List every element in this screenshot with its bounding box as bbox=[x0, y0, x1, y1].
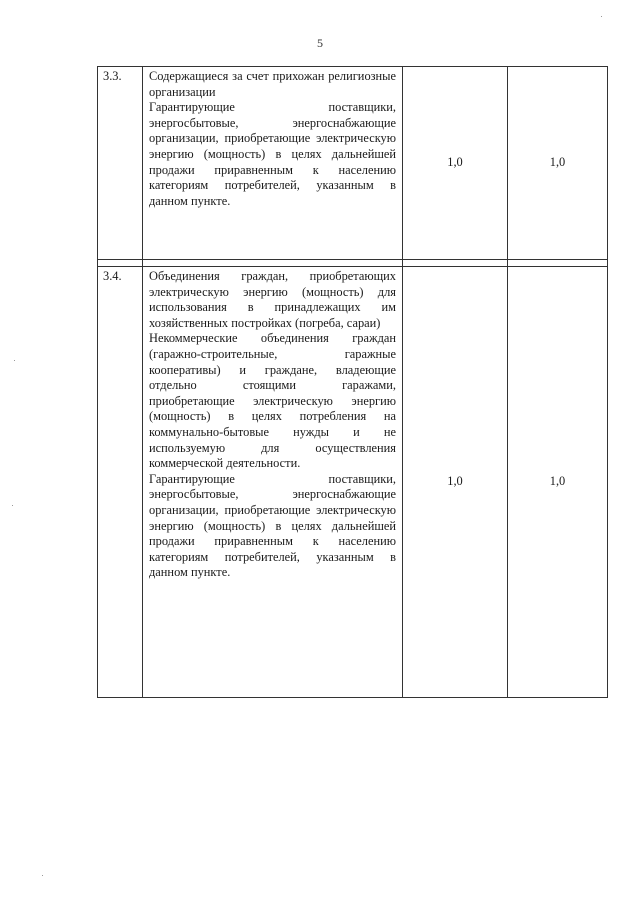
row-value-2: 1,0 bbox=[508, 67, 608, 260]
row-number: 3.3. bbox=[98, 67, 143, 260]
scan-speck bbox=[601, 16, 602, 17]
row-description bbox=[143, 67, 403, 260]
description-paragraph: Некоммерческие объединения граждан (гаражно-строительные, гаражные кооперативы) и граждане, владеющие отдельно стоящими гаражами, приобретающие электрическую энергию (мощность) в целях потребления на коммунально-бытовые нужды и не используемую для осуществления коммерческой деятельности. bbox=[149, 331, 396, 471]
row-description bbox=[143, 267, 403, 698]
scan-speck bbox=[12, 505, 13, 506]
row-value-2: 1,0 bbox=[508, 267, 608, 698]
table-row bbox=[98, 67, 608, 260]
row-value-1: 1,0 bbox=[403, 67, 508, 260]
description-paragraph: Содержащиеся за счет прихожан религиозные организации bbox=[149, 69, 396, 99]
scan-speck bbox=[42, 875, 43, 876]
tariff-table bbox=[97, 66, 608, 698]
row-number: 3.4. bbox=[98, 267, 143, 698]
description-paragraph: Гарантирующие поставщики, энергосбытовые, энергоснабжающие организации, приобретающие электрическую энергию (мощность) в целях дальнейшей продажи приравненным к населению категориям потребителей, указанным в данном пункте. bbox=[149, 100, 396, 208]
table-row bbox=[98, 267, 608, 698]
row-separator bbox=[98, 260, 608, 267]
description-paragraph: Объединения граждан, приобретающих электрическую энергию (мощность) для использования в принадлежащих им хозяйственных постройках (погреба, сараи) bbox=[149, 269, 396, 330]
row-value-1: 1,0 bbox=[403, 267, 508, 698]
page-number: 5 bbox=[317, 36, 323, 50]
description-paragraph: Гарантирующие поставщики, энергосбытовые, энергоснабжающие организации, приобретающие электрическую энергию (мощность) в целях дальнейшей продажи приравненным к населению категориям потребителей, указанным в данном пункте. bbox=[149, 471, 396, 580]
scan-speck bbox=[14, 360, 15, 361]
